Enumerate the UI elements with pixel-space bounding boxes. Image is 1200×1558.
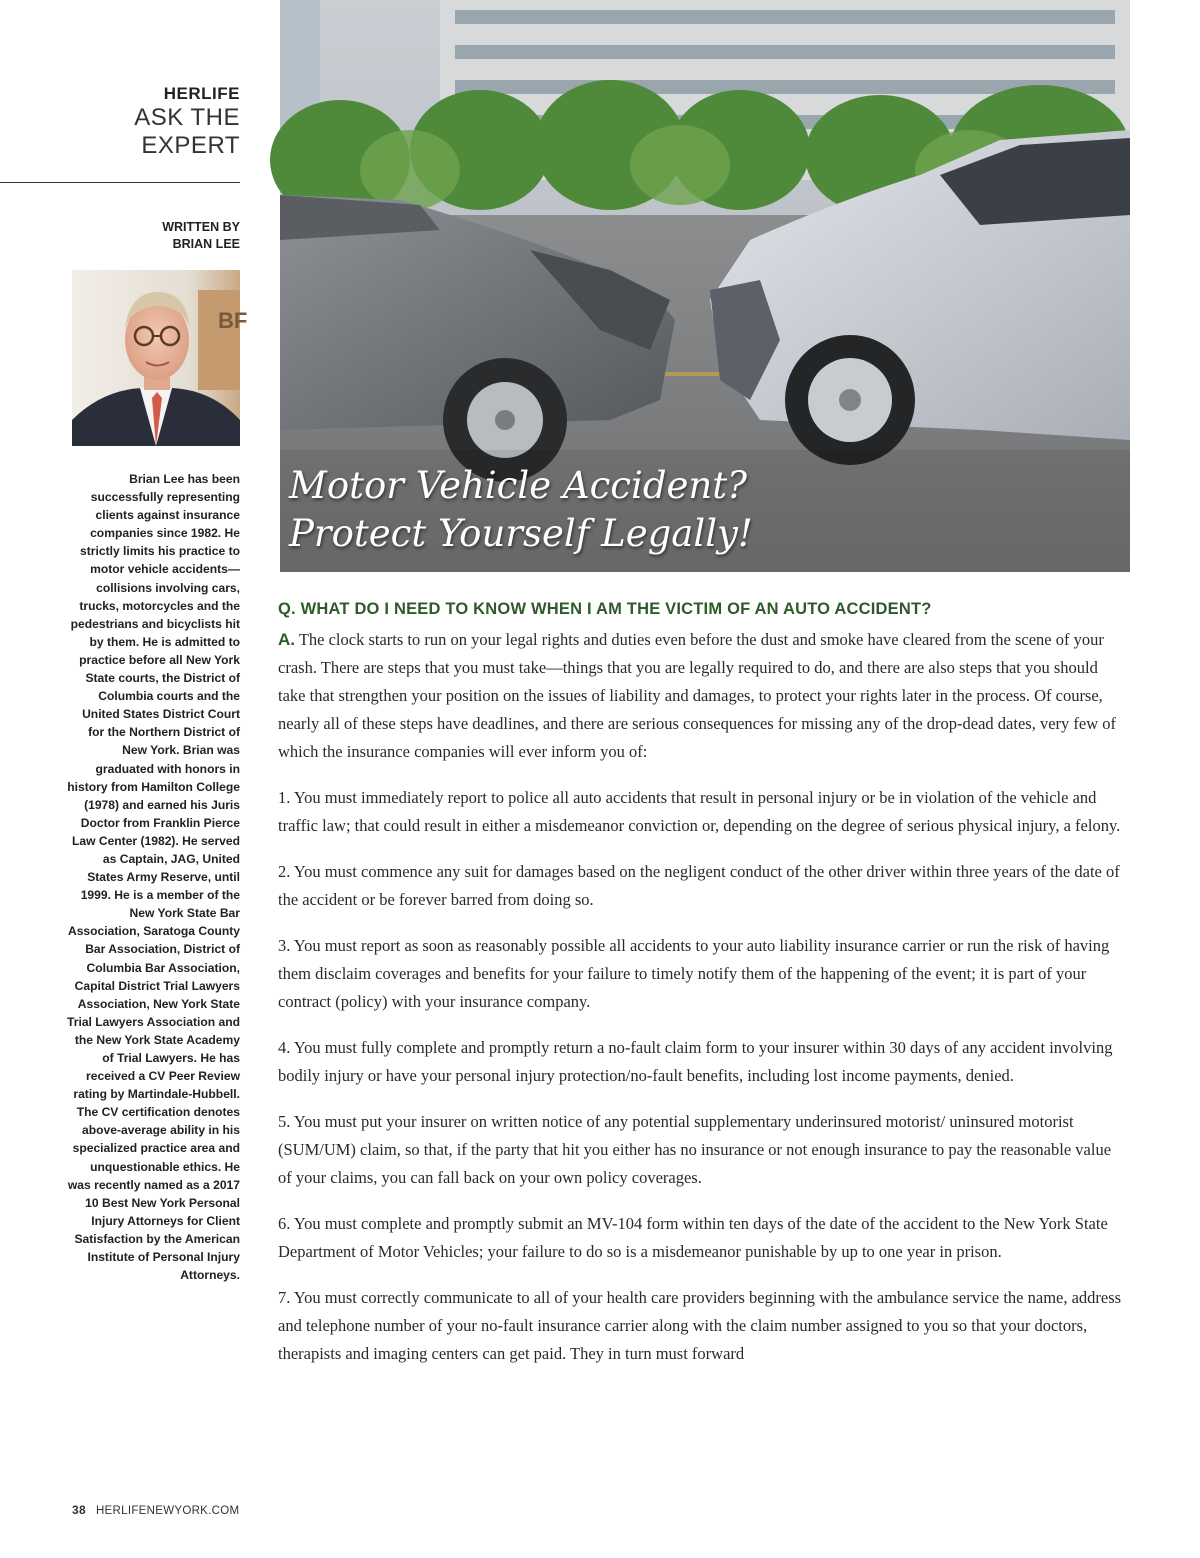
section-brand: HERLIFE	[163, 84, 240, 103]
hero-title	[289, 462, 753, 558]
point-6: 6. You must complete and promptly submit an MV-104 form within ten days of the date of the accident to the New York State Department of Motor Vehicles; your failure to do so is a misdemeanor punishable by up to one year in prison.	[278, 1214, 1108, 1261]
section-title-line2: EXPERT	[141, 132, 240, 159]
author-portrait-image	[72, 270, 248, 446]
point-7: 7. You must correctly communicate to all of your health care providers beginning with the ambulance service the name, address and telephone number of your no-fault insurance carrier along with the claim number assigned to you so that your doctors, therapists and imaging centers can get paid. They in turn must forward	[278, 1288, 1122, 1363]
point-1: 1. You must immediately report to police all auto accidents that result in personal injury or be in violation of the vehicle and traffic law; that could result in either a misdemeanor conviction or, depending on the degree of serious physical injury, a felony.	[278, 788, 1121, 835]
answer-label: A.	[278, 630, 295, 649]
article-body	[278, 596, 1128, 1368]
page-number: 38	[72, 1503, 86, 1517]
point-4: 4. You must fully complete and promptly return a no-fault claim form to your insurer within 30 days of any accident involving bodily injury or have your personal injury protection/no-fault benefits, including lost income payments, denied.	[278, 1038, 1113, 1085]
byline-label: WRITTEN BY	[162, 220, 240, 234]
point-2: 2. You must commence any suit for damages based on the negligent conduct of the other driver within three years of the date of the accident or be forever barred from doing so.	[278, 862, 1120, 909]
section-title-line1: ASK THE	[134, 104, 240, 131]
answer-paragraph	[278, 626, 1128, 766]
author-bio: Brian Lee has been successfully representing clients against insurance companies since 1982. He strictly limits his practice to motor vehicle accidents—collisions involving cars, trucks, motorcycles and the pedestrians and bicyclists hit by them. He is admitted to practice before all New York State courts, the District of Columbia courts and the United States District Court for the Northern District of New York. Brian was graduated with honors in history from Hamilton College (1978) and earned his Juris Doctor from Franklin Pierce Law Center (1982). He served as Captain, JAG, United States Army Reserve, until 1999. He is a member of the New York State Bar Association, Saratoga County Bar Association, District of Columbia Bar Association, Capital District Trial Lawyers Association, New York State Trial Lawyers Association and the New York State Academy of Trial Lawyers. He has received a CV Peer Review rating by Martindale-Hubbell. The CV certification denotes above-average ability in his specialized practice area and unquestionable ethics. He was recently named as a 2017 10 Best New York Personal Injury Attorneys for Client Satisfaction by the American Institute of Personal Injury Attorneys.	[67, 472, 240, 1283]
site-url: HERLIFENEWYORK.COM	[95, 1505, 240, 1517]
hero-title-line2: Protect Yourself Legally!	[289, 512, 753, 555]
question-heading: Q. WHAT DO I NEED TO KNOW WHEN I AM THE VICTIM OF AN AUTO ACCIDENT?	[278, 600, 932, 618]
byline-author: BRIAN LEE	[172, 237, 240, 251]
hero-image	[280, 0, 1130, 572]
answer-text: The clock starts to run on your legal rights and duties even before the dust and smoke have cleared from the scene of your crash. There are steps that you must take—things that you are legally required to do, and there are also steps that you should take that strengthen your position on the issues of liability and damages, to protect your rights later in the process. Of course, nearly all of these steps have deadlines, and there are serious consequences for missing any of the drop-dead dates, very few of which the insurance companies will ever inform you of:	[278, 630, 1116, 761]
hero-title-line1: Motor Vehicle Accident?	[289, 464, 747, 507]
byline	[162, 219, 240, 253]
svg-text:BF: BF	[218, 308, 248, 333]
point-3: 3. You must report as soon as reasonably possible all accidents to your auto liability insurance carrier or run the risk of having them disclaim coverages and benefits for your failure to timely notify them of the happening of the event; it is part of your contract (policy) with your insurance company.	[278, 936, 1110, 1011]
point-5: 5. You must put your insurer on written notice of any potential supplementary underinsured motorist/ uninsured motorist (SUM/UM) claim, so that, if the party that hit you either has no insurance or not enough insurance to pay the reasonable value of your claims, you can fall back on your own policy coverages.	[278, 1112, 1112, 1187]
section-divider	[0, 182, 240, 183]
author-photo	[72, 270, 248, 446]
sidebar	[0, 0, 248, 1558]
section-label	[134, 84, 240, 160]
page-footer	[72, 1503, 239, 1517]
